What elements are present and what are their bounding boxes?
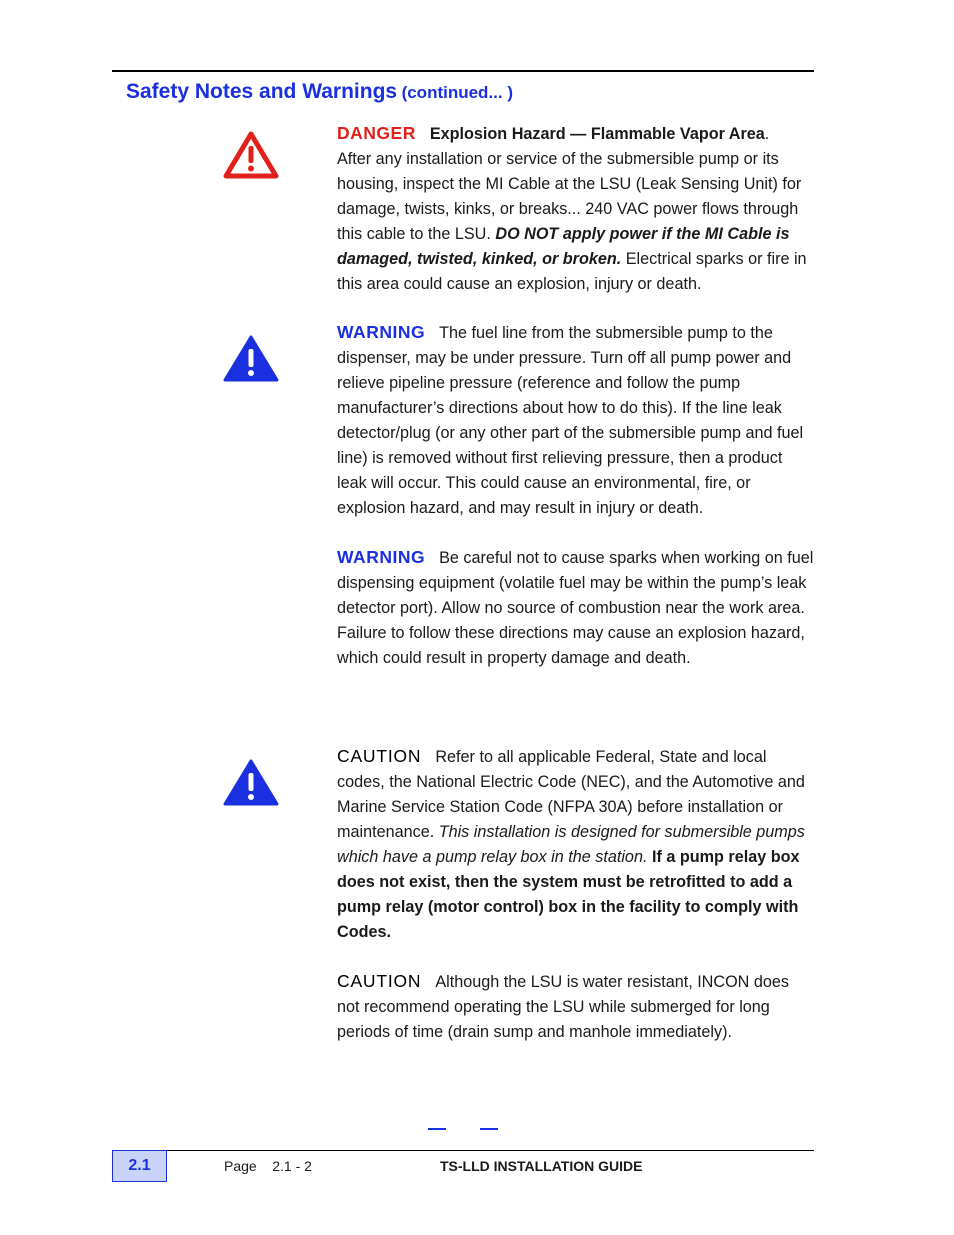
warning-text-1: The fuel line from the submersible pump to the dispenser, may be under pressure. Turn off all pump power and relieve pipeline pressure (reference and follow the pump manufacturer’s directions about how to do this). If the line leak detector/plug (or any other part of the submersible pump and fuel line) is removed without first relieving pressure, then a product leak will occur. This could cause an environmental, fire, or explosion hazard, and may result in injury or death. — [337, 324, 804, 517]
warning-block-1 — [337, 320, 815, 521]
caution-keyword-1: CAUTION — [337, 746, 422, 766]
danger-lead-end: . — [764, 125, 770, 143]
warning-text-2: Be careful not to cause sparks when working on fuel dispensing equipment (volatile fuel may be within the pump’s leak detector port). Allow no source of combustion near the work area. Failure to follow these directions may cause an explosion hazard, which could result in property damage and death. — [337, 549, 814, 667]
nav-mark-left — [428, 1128, 446, 1130]
caution-triangle-icon — [222, 758, 280, 808]
caution-text-2: Although the LSU is water resistant, INCON does not recommend operating the LSU while submerged for long periods of time (drain sump and manhole immediately). — [337, 973, 789, 1041]
guide-title: TS-LLD INSTALLATION GUIDE — [440, 1158, 643, 1174]
warning-block-2 — [337, 545, 815, 671]
danger-block — [337, 121, 815, 297]
bottom-rule — [112, 1150, 814, 1151]
caution-block-2 — [337, 969, 815, 1045]
danger-text-2: Electrical sparks or fire in this area could cause an explosion, injury or death. — [337, 250, 807, 293]
section-number-box: 2.1 — [112, 1150, 167, 1182]
danger-triangle-icon — [222, 130, 280, 180]
danger-emphasis: DO NOT apply power if the MI Cable is damaged, twisted, kinked, or broken. — [337, 225, 790, 268]
caution-text-1: Refer to all applicable Federal, State and local codes, the National Electric Code (NEC), and the Automotive and Marine Service Station Code (NFPA 30A) before installation or maintenance. — [337, 748, 805, 841]
warning-keyword-2: WARNING — [337, 547, 426, 567]
caution-keyword-2: CAUTION — [337, 971, 422, 991]
top-rule — [112, 70, 814, 72]
caution-italic: This installation is designed for submersible pumps which have a pump relay box in the station. — [337, 823, 805, 866]
title-main: Safety Notes and Warnings — [126, 80, 398, 103]
page-number: Page 2.1 - 2 — [224, 1158, 312, 1174]
danger-text-1: After any installation or service of the submersible pump or its housing, inspect the MI Cable at the LSU (Leak Sensing Unit) for damage, twists, kinks, or breaks... 240 VAC power flows through this cable to the LSU. — [337, 150, 802, 243]
danger-keyword: DANGER — [337, 123, 416, 143]
nav-mark-right — [480, 1128, 498, 1130]
danger-lead: Explosion Hazard — Flammable Vapor Area — [429, 125, 765, 143]
warning-keyword-1: WARNING — [337, 322, 426, 342]
warning-triangle-icon — [222, 334, 280, 384]
title-continued: (continued... ) — [401, 83, 513, 102]
caution-bold: If a pump relay box does not exist, then the system must be retrofitted to add a pump relay (motor control) box in the facility to comply with Codes. — [337, 848, 800, 941]
caution-block-1 — [337, 744, 815, 945]
page-title — [126, 80, 513, 104]
